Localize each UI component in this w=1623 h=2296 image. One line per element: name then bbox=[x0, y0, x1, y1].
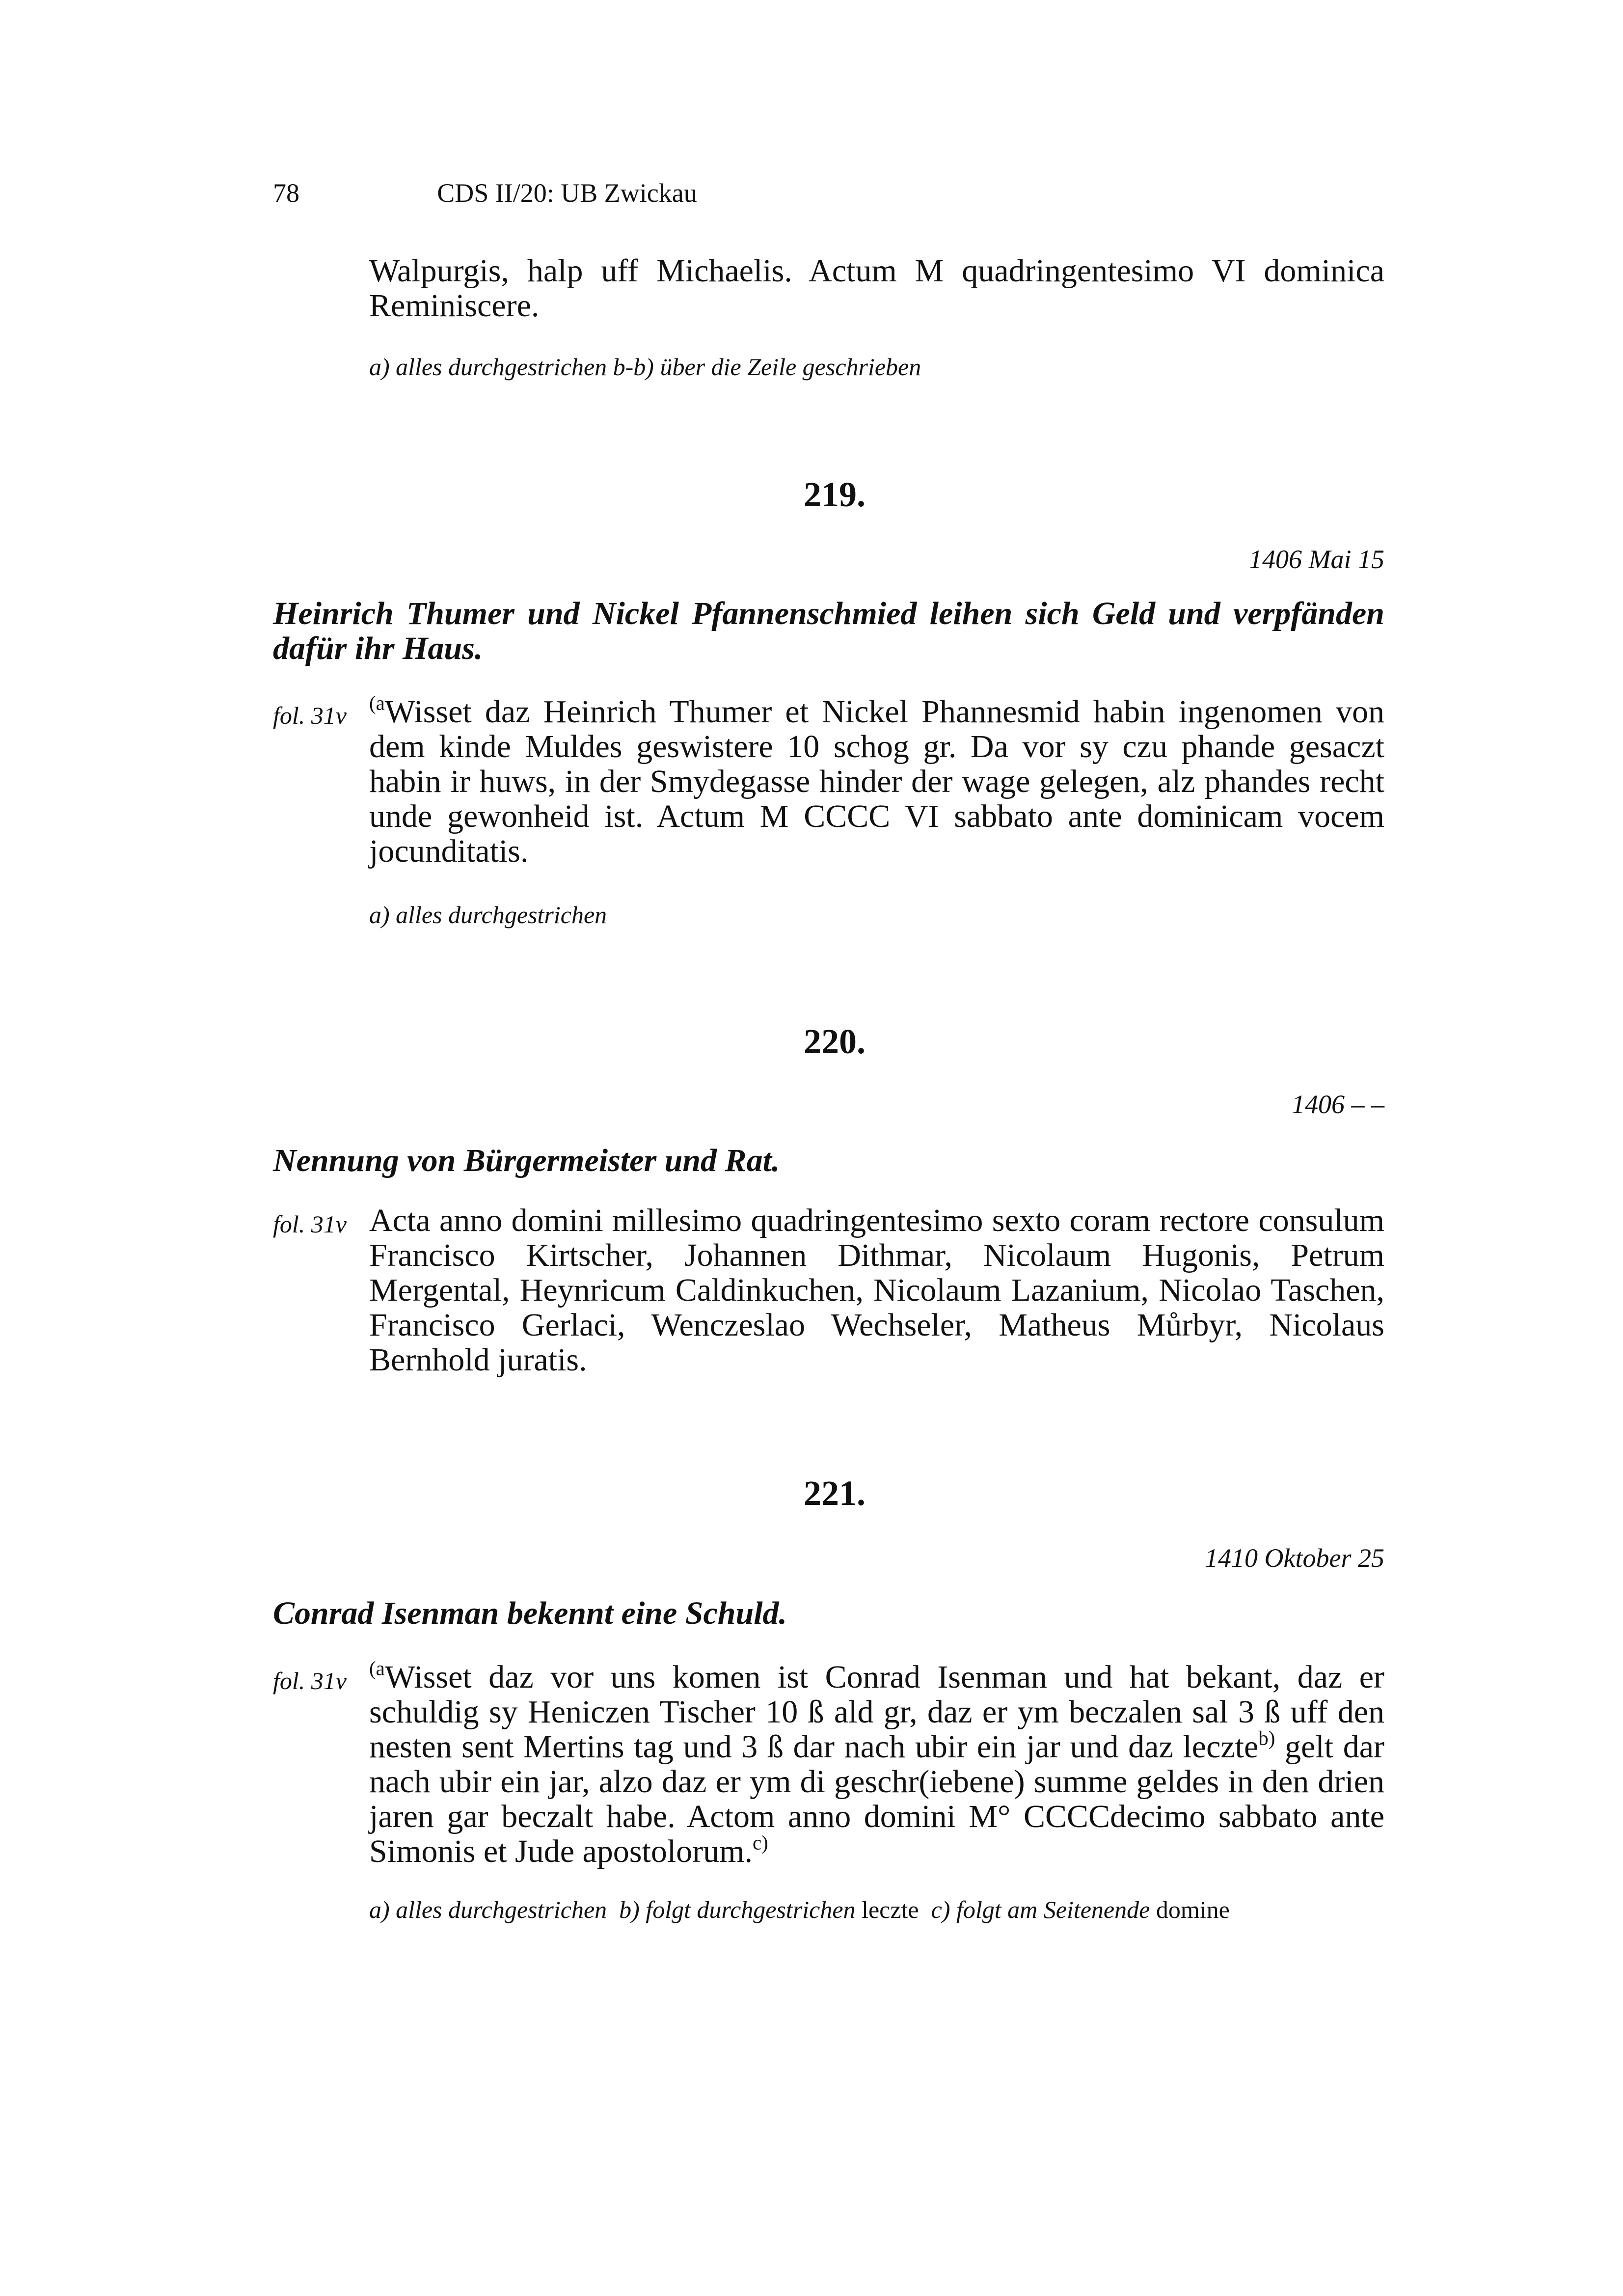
footnote-c-word: domine bbox=[1156, 1896, 1230, 1923]
entry-221-text bbox=[369, 1657, 1384, 1869]
footnote-a: a) alles durchgestrichen bbox=[369, 1896, 607, 1923]
entry-218-line-2: Reminiscere. bbox=[369, 288, 540, 324]
entry-221-body-part-2: gelt dar nach ubir ein jar, alzo daz er ym di geschr(iebene) summe geldes in den drien jaren gar beczalt habe. Actom anno domini M° CCCCdecimo sabbato ante Simonis et Jude apostolorum. bbox=[369, 1729, 1384, 1869]
page-number: 78 bbox=[273, 178, 299, 208]
entry-220-folio: fol. 31v bbox=[273, 1210, 347, 1238]
entry-218-line-1: Walpurgis, halp uff Michaelis. Actum M quadringentesimo VI dominica bbox=[369, 253, 1384, 289]
entry-219-text bbox=[369, 694, 1384, 869]
entry-220-number: 220. bbox=[804, 1022, 866, 1061]
footnote-b-word: leczte bbox=[862, 1896, 919, 1923]
entry-219-folio: fol. 31v bbox=[273, 702, 347, 729]
entry-221-number: 221. bbox=[804, 1474, 866, 1513]
footnote-c: c) folgt am Seitenende bbox=[931, 1896, 1150, 1923]
footnote-b: b) folgt durchgestrichen bbox=[619, 1896, 856, 1923]
entry-219-open-mark: (a bbox=[369, 692, 385, 714]
entry-221-date: 1410 Oktober 25 bbox=[1205, 1543, 1384, 1573]
running-title: CDS II/20: UB Zwickau bbox=[437, 178, 697, 208]
entry-221-open-mark: (a bbox=[369, 1657, 385, 1680]
entry-219-number: 219. bbox=[804, 475, 866, 514]
entry-221-footnotes bbox=[369, 1895, 1384, 1924]
entry-219-title: Heinrich Thumer und Nickel Pfannenschmied leihen sich Geld und verpfänden dafür ihr Haus. bbox=[273, 596, 1384, 666]
entry-221-title: Conrad Isenman bekennt eine Schuld. bbox=[273, 1595, 787, 1631]
entry-221-folio: fol. 31v bbox=[273, 1667, 347, 1695]
entry-220-title: Nennung von Bürgermeister und Rat. bbox=[273, 1143, 780, 1178]
entry-220-date: 1406 – – bbox=[1292, 1090, 1384, 1119]
entry-219-body: Wisset daz Heinrich Thumer et Nickel Phannesmid habin ingenomen von dem kinde Muldes geswistere 10 schog gr. Da vor sy czu phande gesaczt habin ir huws, in der Smydegasse hinder der wage gelegen, alz phandes recht unde gewonheid ist. Actum M CCCC VI sabbato ante dominicam vocem jocunditatis. bbox=[369, 694, 1384, 869]
entry-218-text bbox=[369, 253, 1384, 323]
entry-219-date: 1406 Mai 15 bbox=[1249, 545, 1384, 574]
entry-219-footnote: a) alles durchgestrichen bbox=[369, 901, 607, 929]
footnote-ref-c: c) bbox=[752, 1831, 768, 1854]
entry-218-footnote: a) alles durchgestrichen b-b) über die Zeile geschrieben bbox=[369, 353, 921, 381]
entry-220-text: Acta anno domini millesimo quadringentesimo sexto coram rectore consulum Francisco Kirtscher, Johannen Dithmar, Nicolaum Hugonis, Petrum Mergental, Heynricum Caldinkuchen, Nicolaum Lazanium, Nicolao Taschen, Francisco Gerlaci, Wenczeslao Wechseler, Matheus Můrbyr, Nicolaus Bernhold juratis. bbox=[369, 1203, 1384, 1378]
footnote-ref-b: b) bbox=[1258, 1727, 1275, 1749]
entry-221-body-part-1: Wisset daz vor uns komen ist Conrad Isenman und hat bekant, daz er schuldig sy Heniczen Tischer 10 ß ald gr, daz er ym beczalen sal 3 ß uff den nesten sent Mertins tag und 3 ß dar nach ubir ein jar und daz leczte bbox=[369, 1659, 1384, 1765]
